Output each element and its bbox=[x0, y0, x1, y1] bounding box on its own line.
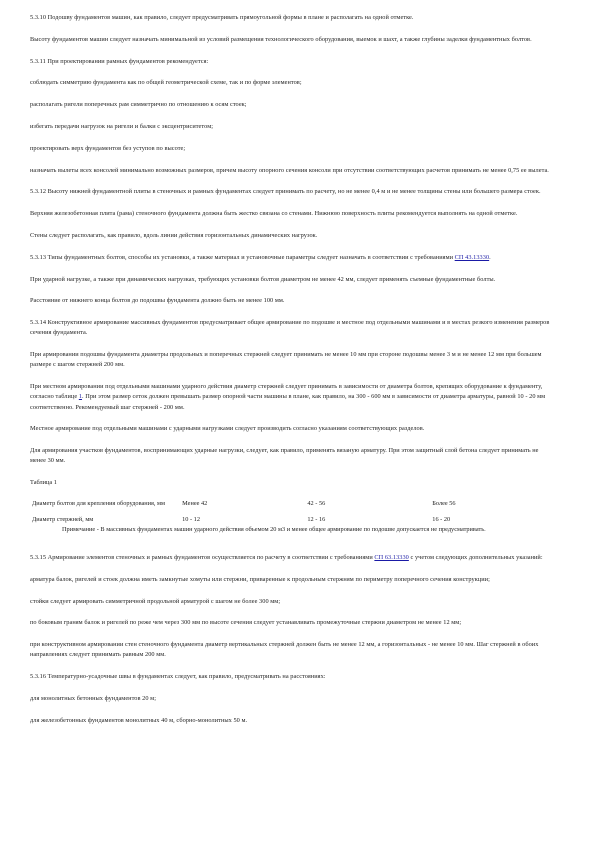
paragraph-foundation-height: Высоту фундаментов машин следует назначать минимальной из условий размещения технологического оборудования, выемок и шахт, а также глубины заделки фундаментных болтов. bbox=[30, 35, 532, 43]
paragraph-5-3-13-end: . bbox=[489, 253, 491, 261]
table-note-text: Примечание - В массивных фундаментах машин ударного действия объемом 20 м3 и менее общее армирование по подошве допускается не предусматривать. bbox=[62, 526, 486, 534]
table-cell: Менее 42 bbox=[182, 499, 208, 507]
link-sp-63-13330[interactable]: СП 63.13330 bbox=[374, 553, 409, 561]
paragraph-walls: Стены следует располагать, как правило, вдоль линии действия горизонтальных динамических нагрузок. bbox=[30, 231, 318, 239]
paragraph-impact-loads: Местное армирование под отдельными машинами с ударными нагрузками следует производить согласно указаниям соответствующих разделов. bbox=[30, 425, 425, 433]
table-cell: Более 56 bbox=[432, 499, 456, 507]
paragraph-local-reinforcement-text: При местном армировании под отдельными машинами ударного действия диаметр стержней следует принимать в зависимости от диаметра болтов, крепящих оборудование к фундаменту, согласно таблице bbox=[30, 383, 543, 401]
paragraph-5-3-13 bbox=[30, 253, 555, 263]
paragraph-side-faces: по боковым граням балок и ригелей по реже чем через 300 мм по высоте сечения следует устанавливать промежуточные стержни диаметром не менее 12 мм; bbox=[30, 619, 462, 627]
table-caption: Таблица 1 bbox=[30, 479, 57, 487]
paragraph-wall-reinforcement: при конструктивном армировании стен стеночного фундамента диаметр вертикальных стержней должен быть не менее 12 мм, а горизонтальных - не менее 10 мм. Шаг стержней в обоих направлениях следует принимать равным 200 мм. bbox=[30, 641, 539, 659]
paragraph-upper-slab: Верхняя железобетонная плита (рама) стеночного фундамента должна быть жестко связана со стенами. Нижнюю поверхность плиты рекомендуется выполнять на одной отметке. bbox=[30, 210, 518, 218]
paragraph-5-3-16: 5.3.16 Температурно-усадочные швы в фундаментах следует, как правило, предусматривать на расстояниях: bbox=[30, 673, 326, 681]
paragraph-consoles: назначать вылеты всех консолей минимально возможных размеров, причем высоту опорного сечения консоли при отсутствии соответствующих расчетов принимать не менее 0,75 ее вылета. bbox=[30, 166, 549, 174]
table-cell: 42 - 56 bbox=[307, 499, 326, 507]
paragraph-stirrups: арматура балок, ригелей и стоек должна иметь замкнутые хомуты или стержни, приваренные к продольным стержням по периметру поперечного сечения конструкции; bbox=[30, 575, 490, 583]
paragraph-crossbars: располагать ригели поперечных рам симметрично по отношению к осям стоек; bbox=[30, 101, 247, 109]
table-cell: 16 - 20 bbox=[432, 515, 451, 523]
table-cell: Диаметр болтов для крепления оборудования, мм bbox=[32, 499, 166, 507]
paragraph-removable-bolts: При ударной нагрузке, а также при динамических нагрузках, требующих установки болтов диаметром не менее 42 мм, следует применять съемные фундаментные болты. bbox=[30, 275, 496, 283]
table-cell: 12 - 16 bbox=[307, 515, 326, 523]
paragraph-eccentricity: избегать передачи нагрузок на ригели и балки с эксцентриситетом; bbox=[30, 122, 214, 130]
paragraph-5-3-11: 5.3.11 При проектировании рамных фундаментов рекомендуется: bbox=[30, 57, 209, 65]
paragraph-monolithic-concrete: для монолитных бетонных фундаментов 20 м; bbox=[30, 694, 157, 702]
paragraph-symmetry: соблюдать симметрию фундамента как по общей геометрической схеме, так и по форме элементов; bbox=[30, 79, 302, 87]
paragraph-sole-reinforcement: При армировании подошвы фундамента диаметры продольных и поперечных стержней следует принимать не менее 10 мм при стороне подошвы менее 3 м и не менее 12 мм при большем размере с шагом стержней 200 мм. bbox=[30, 351, 542, 369]
paragraph-local-reinforcement-end: . При этом размер сеток должен превышать размер опорной части машины в плане, как правило, на 300 - 600 мм в зависимости от диаметра арматуры, равной 10 - 20 мм соответственно. Рекомендуемый шаг стержней - 200 мм. bbox=[30, 393, 546, 411]
table-row bbox=[30, 494, 570, 514]
table-row bbox=[30, 514, 570, 526]
link-table-1[interactable]: 1 bbox=[78, 393, 83, 401]
paragraph-top-no-steps: проектировать верх фундаментов без уступов по высоте; bbox=[30, 144, 186, 152]
paragraph-5-3-13-text: 5.3.13 Типы фундаментных болтов, способы их установки, а также материал и установочные параметры следует назначать в соответствии с требованиями bbox=[30, 253, 455, 261]
spacer bbox=[30, 535, 555, 553]
table-cell: Диаметр стержней, мм bbox=[32, 515, 94, 523]
link-sp-43-13330[interactable]: СП 43.13330 bbox=[454, 253, 490, 261]
paragraph-tied-reinforcement: Для армирования участков фундаментов, воспринимающих ударные нагрузки, следует, как правило, применять вязаную арматуру. При этом защитный слой бетона следует принимать не менее 30 мм. bbox=[30, 447, 539, 465]
paragraph-reinforced-concrete: для железобетонных фундаментов монолитных 40 м, сборно-монолитных 50 м. bbox=[30, 716, 248, 724]
paragraph-columns: стойки следует армировать симметричной продольной арматурой с шагом не более 300 мм; bbox=[30, 597, 281, 605]
bolt-diameter-table bbox=[30, 494, 570, 535]
paragraph-5-3-10: 5.3.10 Подошву фундаментов машин, как правило, следует предусматривать прямоугольной формы в плане и располагать на одной отметке. bbox=[30, 14, 414, 21]
paragraph-5-3-12: 5.3.12 Высоту нижней фундаментной плиты в стеночных и рамных фундаментах следует принимать по расчету, но не менее 0,4 м и не менее толщины стены или большего размера стоек. bbox=[30, 188, 541, 196]
paragraph-5-3-15 bbox=[30, 553, 555, 563]
paragraph-5-3-15-end: с учетом следующих дополнительных указаний: bbox=[408, 553, 543, 561]
paragraph-5-3-14: 5.3.14 Конструктивное армирование массивных фундаментов предусматривает общее армирование по подошве и местное под отдельными машинами и в местах резкого изменения размеров сечения фундамента. bbox=[30, 319, 550, 337]
table-cell: 10 - 12 bbox=[182, 515, 200, 523]
paragraph-5-3-15-text: 5.3.15 Армирование элементов стеночных и рамных фундаментов осуществляется по расчету в соответствии с требованиями bbox=[30, 553, 375, 561]
table-note bbox=[30, 526, 570, 535]
table-row bbox=[30, 526, 570, 535]
paragraph-local-reinforcement bbox=[30, 382, 555, 413]
paragraph-bolt-distance: Расстояние от нижнего конца болтов до подошвы фундамента должно быть не менее 100 мм. bbox=[30, 297, 285, 305]
